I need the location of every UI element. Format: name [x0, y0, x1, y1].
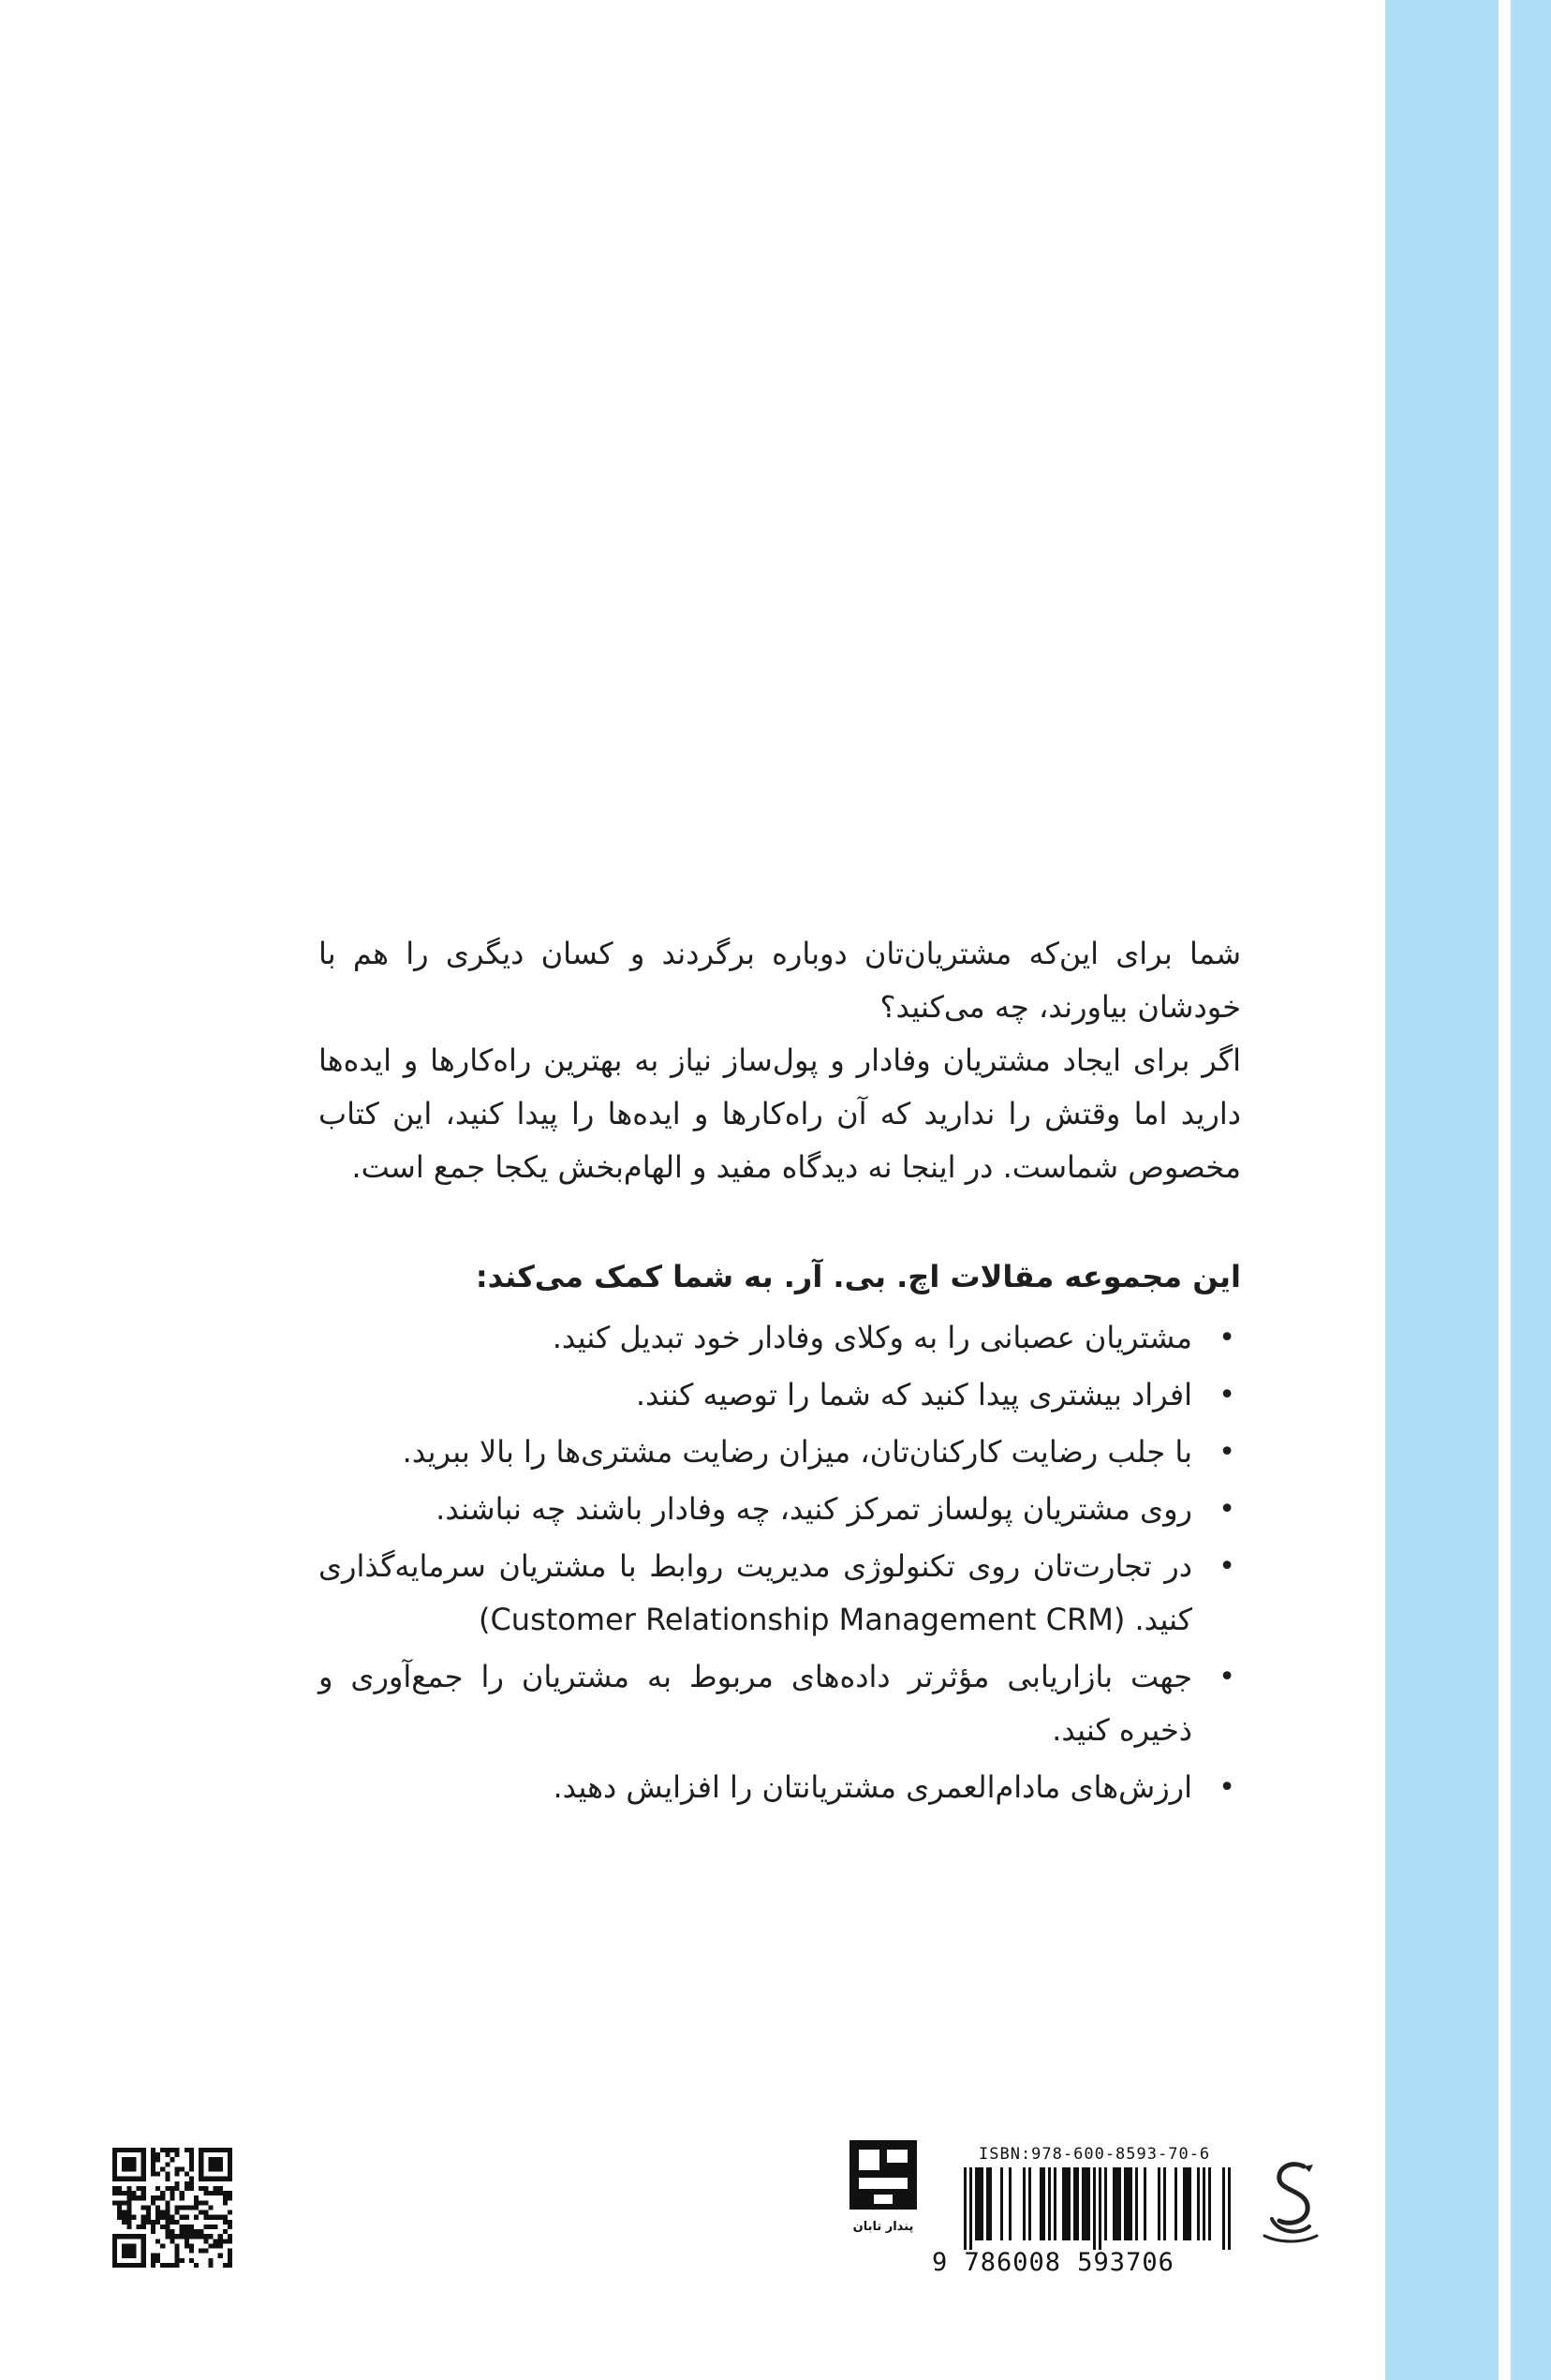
isbn-barcode: [932, 2145, 1243, 2285]
benefits-list: [318, 1311, 1241, 1814]
intro-paragraph-2: اگر برای ایجاد مشتریان وفادار و پول‌ساز نیاز به بهترین راه‌کارها و ایده‌ها دارید اما وقتش را ندارید که آن راه‌کارها و ایده‌ها را پیدا کنید، این کتاب مخصوص شماست. در اینجا نه دیدگاه مفید و الهام‌بخش یکجا جمع است.: [318, 1042, 1241, 1185]
isbn-label: ISBN:978-600-8593-70-6: [979, 2145, 1211, 2164]
bullet-icon: •: [1219, 1436, 1235, 1469]
publisher-logo-icon: [846, 2138, 921, 2238]
bullet-icon: •: [1219, 1661, 1235, 1693]
publisher-logo-text: پندار تابان: [852, 2220, 914, 2234]
list-item: • افراد بیشتری پیدا کنید که شما را توصیه کنند.: [318, 1368, 1241, 1422]
list-item: • با جلب رضایت کارکنان‌تان، میزان رضایت مشتری‌ها را بالا ببرید.: [318, 1426, 1241, 1479]
crm-note: (Customer Relationship Management CRM): [478, 1602, 1126, 1637]
spine-color-band: [1385, 0, 1499, 2380]
bullet-icon: •: [1219, 1771, 1235, 1804]
qr-code-icon: [112, 2148, 232, 2268]
list-item: • مشتریان عصبانی را به وکلای وفادار خود تبدیل کنید.: [318, 1311, 1241, 1365]
snake-logo-icon: [1255, 2157, 1328, 2247]
bullet-icon: •: [1219, 1550, 1235, 1583]
list-title: این مجموعه مقالات اچ. بی. آر. به شما کمک می‌کند:: [475, 1259, 1241, 1294]
bullet-icon: •: [1219, 1493, 1235, 1526]
intro-section: [318, 927, 1241, 1194]
list-item: • در تجارت‌تان روی تکنولوژی مدیریت روابط با مشتریان سرمایه‌گذاری کنید. (Customer Relationship Management CRM): [318, 1540, 1241, 1647]
back-cover-text: [318, 927, 1241, 1818]
list-item: • جهت بازاریابی مؤثرتر داده‌های مربوط به مشتریان را جمع‌آوری و ذخیره کنید.: [318, 1650, 1241, 1757]
bullet-icon: •: [1219, 1322, 1235, 1354]
list-item: • ارزش‌های مادام‌العمری مشتریانتان را افزایش دهید.: [318, 1761, 1241, 1814]
spine-color-band-edge: [1511, 0, 1551, 2380]
list-item: • روی مشتریان پولساز تمرکز کنید، چه وفادار باشند چه نباشند.: [318, 1483, 1241, 1536]
barcode-bars: [943, 2167, 1241, 2250]
intro-paragraph-1: شما برای این‌که مشتریان‌تان دوباره برگردند و کسان دیگری را هم با خودشان بیاورند، چه می‌کنید؟: [318, 936, 1241, 1025]
barcode-digits: 9 786008 593706: [932, 2248, 1174, 2277]
bullet-icon: •: [1219, 1379, 1235, 1412]
